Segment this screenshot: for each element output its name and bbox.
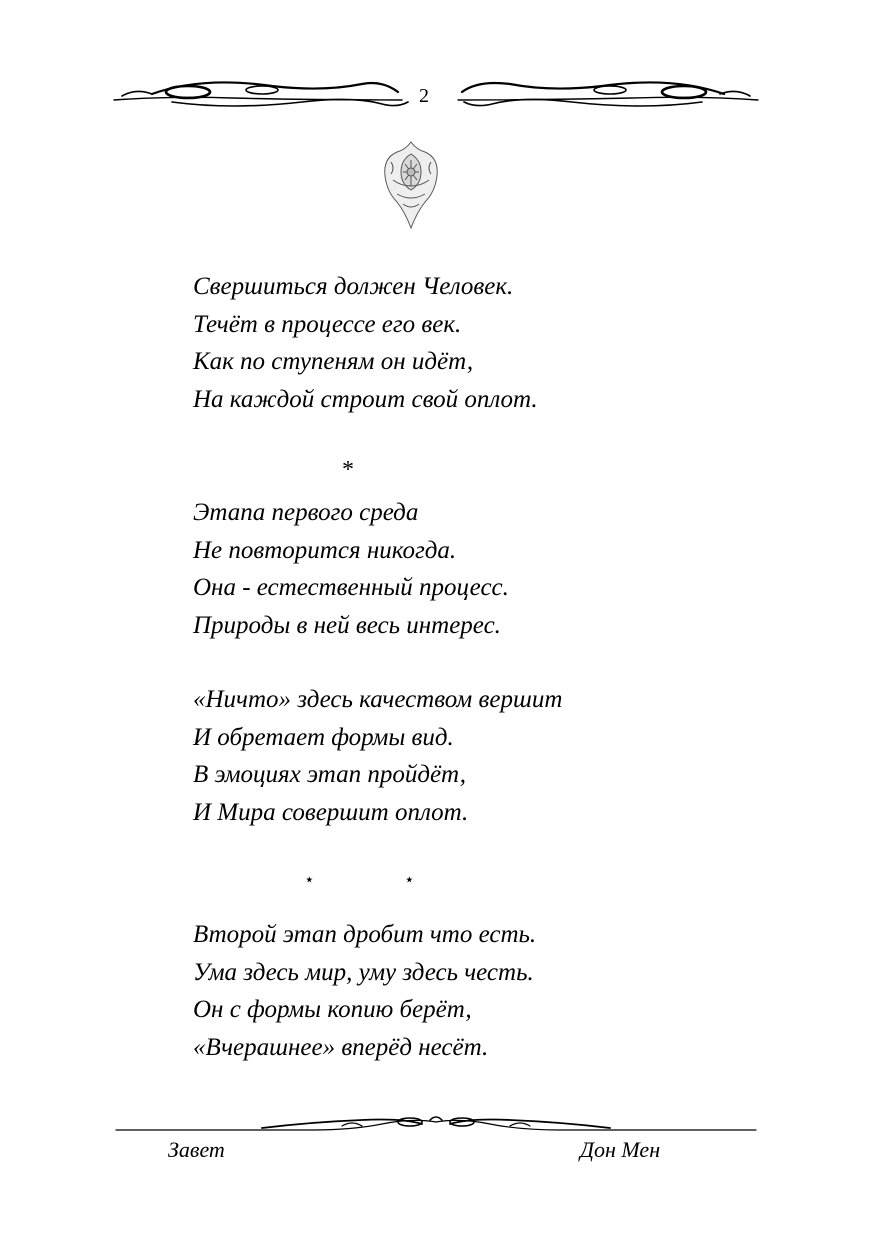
- stanza-3: [193, 681, 562, 831]
- poem-line: Второй этап дробит что есть.: [193, 921, 537, 948]
- poem-line: В эмоциях этап пройдёт,: [193, 761, 466, 788]
- star-separator: ⋆: [304, 870, 315, 889]
- poem-line: Течёт в процессе его век.: [193, 310, 462, 338]
- poem-line: Этапа первого среда: [193, 499, 419, 526]
- footer-ornament: [112, 1108, 760, 1138]
- header-ornament: [112, 70, 760, 120]
- poem-line: И обретает формы вид.: [193, 723, 454, 751]
- poem-line: Не повторится никогда.: [193, 536, 457, 564]
- page-number: 2: [419, 85, 429, 107]
- poem-line: Как по ступеням он идёт,: [193, 348, 474, 375]
- stanza-1: [193, 268, 538, 418]
- poem-line: Свершиться должен Человек.: [193, 273, 514, 300]
- ornamental-emblem-icon: [381, 140, 441, 230]
- poem-line: И Мира совершит оплот.: [193, 798, 469, 826]
- poem-line: «Вчерашнее» вперёд несёт.: [193, 1033, 489, 1061]
- asterisk-separator: *: [342, 457, 354, 483]
- poem-line: Природы в ней весь интерес.: [193, 611, 501, 639]
- poem-line: Ума здесь мир, уму здесь честь.: [193, 958, 534, 986]
- poem-line: «Ничто» здесь качеством вершит: [193, 686, 563, 713]
- poem-line: Он с формы копию берёт,: [193, 996, 472, 1023]
- footer-book-title: Завет: [168, 1137, 225, 1162]
- star-separator: ⋆: [404, 870, 415, 889]
- poem-line: На каждой строит свой оплот.: [193, 385, 538, 413]
- footer-author: Дон Мен: [580, 1137, 661, 1162]
- stanza-2: [193, 494, 509, 644]
- poem-line: Она - естественный процесс.: [193, 574, 509, 601]
- stanza-4: [193, 916, 536, 1066]
